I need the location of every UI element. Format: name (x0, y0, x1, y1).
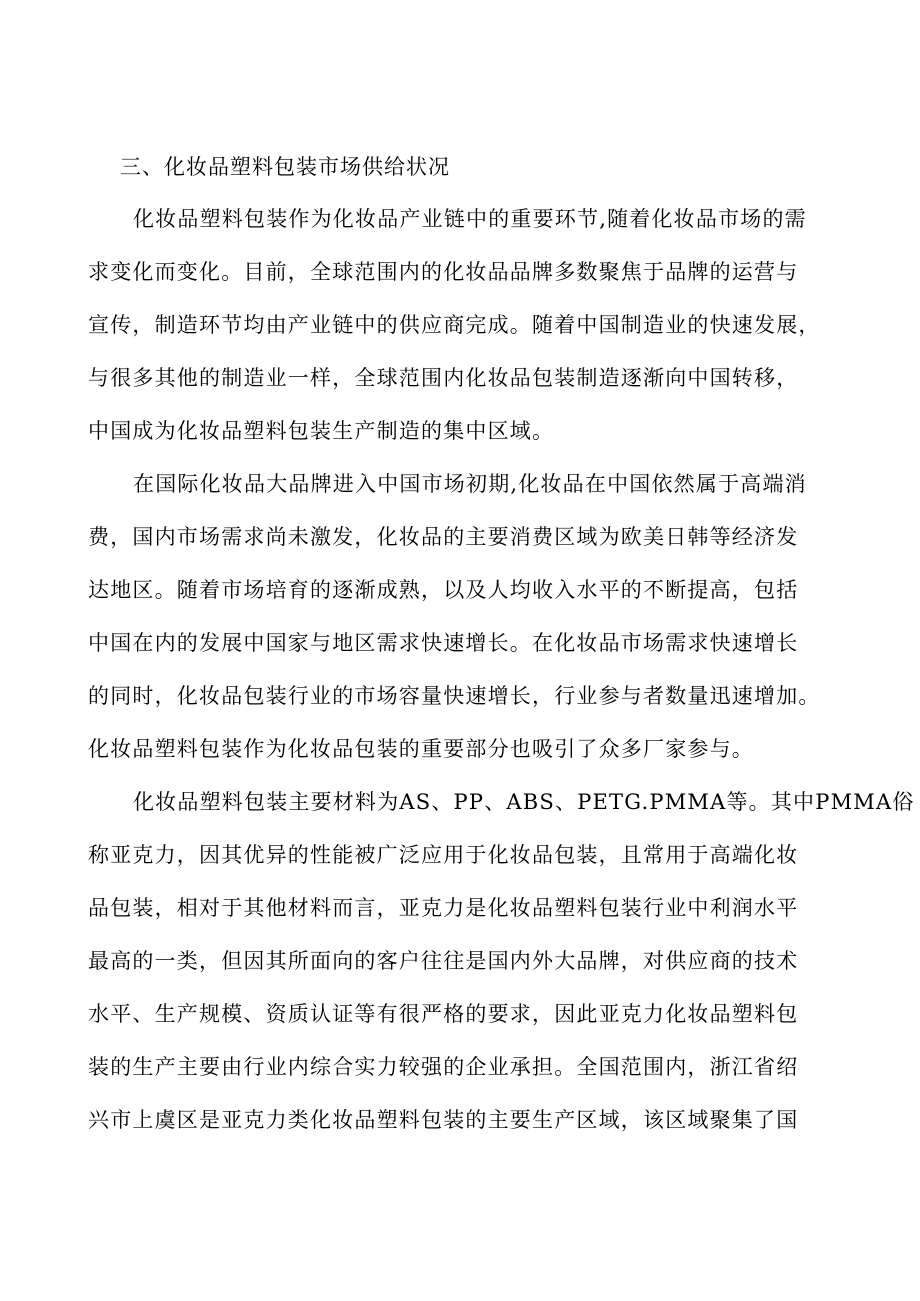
paragraph-2-line-2: 费，国内市场需求尚未激发，化妆品的主要消费区域为欧美日韩等经济发 (88, 525, 799, 549)
paragraph-2-line-4: 中国在内的发展中国家与地区需求快速增长。在化妆品市场需求快速增长 (88, 631, 799, 655)
paragraph-2-line-3: 达地区。随着市场培育的逐渐成熟，以及人均收入水平的不断提高，包括 (88, 578, 799, 602)
paragraph-1-line-5: 中国成为化妆品塑料包装生产制造的集中区域。 (88, 419, 555, 443)
paragraph-3-line-5: 水平、生产规模、资质认证等有很严格的要求，因此亚克力化妆品塑料包 (88, 1002, 799, 1026)
paragraph-3-line-7: 兴市上虞区是亚克力类化妆品塑料包装的主要生产区域，该区域聚集了国 (88, 1108, 799, 1132)
paragraph-3-line-1: 化妆品塑料包装主要材料为AS、PP、ABS、PETG.PMMA等。其中PMMA俗 (133, 790, 915, 814)
paragraph-2-line-5: 的同时，化妆品包装行业的市场容量快速增长，行业参与者数量迅速增加。 (88, 684, 821, 708)
paragraph-1-line-1: 化妆品塑料包装作为化妆品产业链中的重要环节,随着化妆品市场的需 (133, 207, 807, 231)
paragraph-1-line-2: 求变化而变化。目前，全球范围内的化妆品品牌多数聚焦于品牌的运营与 (88, 260, 799, 284)
paragraph-1-line-3: 宣传，制造环节均由产业链中的供应商完成。随着中国制造业的快速发展， (88, 313, 821, 337)
section-heading: 三、化妆品塑料包装市场供给状况 (120, 155, 450, 179)
paragraph-3-line-6: 装的生产主要由行业内综合实力较强的企业承担。全国范围内，浙江省绍 (88, 1055, 799, 1079)
paragraph-3-line-3: 品包装，相对于其他材料而言，亚克力是化妆品塑料包装行业中利润水平 (88, 896, 799, 920)
paragraph-3-line-4: 最高的一类，但因其所面向的客户往往是国内外大品牌，对供应商的技术 (88, 949, 799, 973)
paragraph-1-line-4: 与很多其他的制造业一样，全球范围内化妆品包装制造逐渐向中国转移， (88, 366, 799, 390)
paragraph-2-line-6: 化妆品塑料包装作为化妆品包装的重要部分也吸引了众多厂家参与。 (88, 737, 754, 761)
paragraph-3-line-2: 称亚克力，因其优异的性能被广泛应用于化妆品包装，且常用于高端化妆 (88, 843, 799, 867)
paragraph-2-line-1: 在国际化妆品大品牌进入中国市场初期,化妆品在中国依然属于高端消 (133, 472, 807, 496)
